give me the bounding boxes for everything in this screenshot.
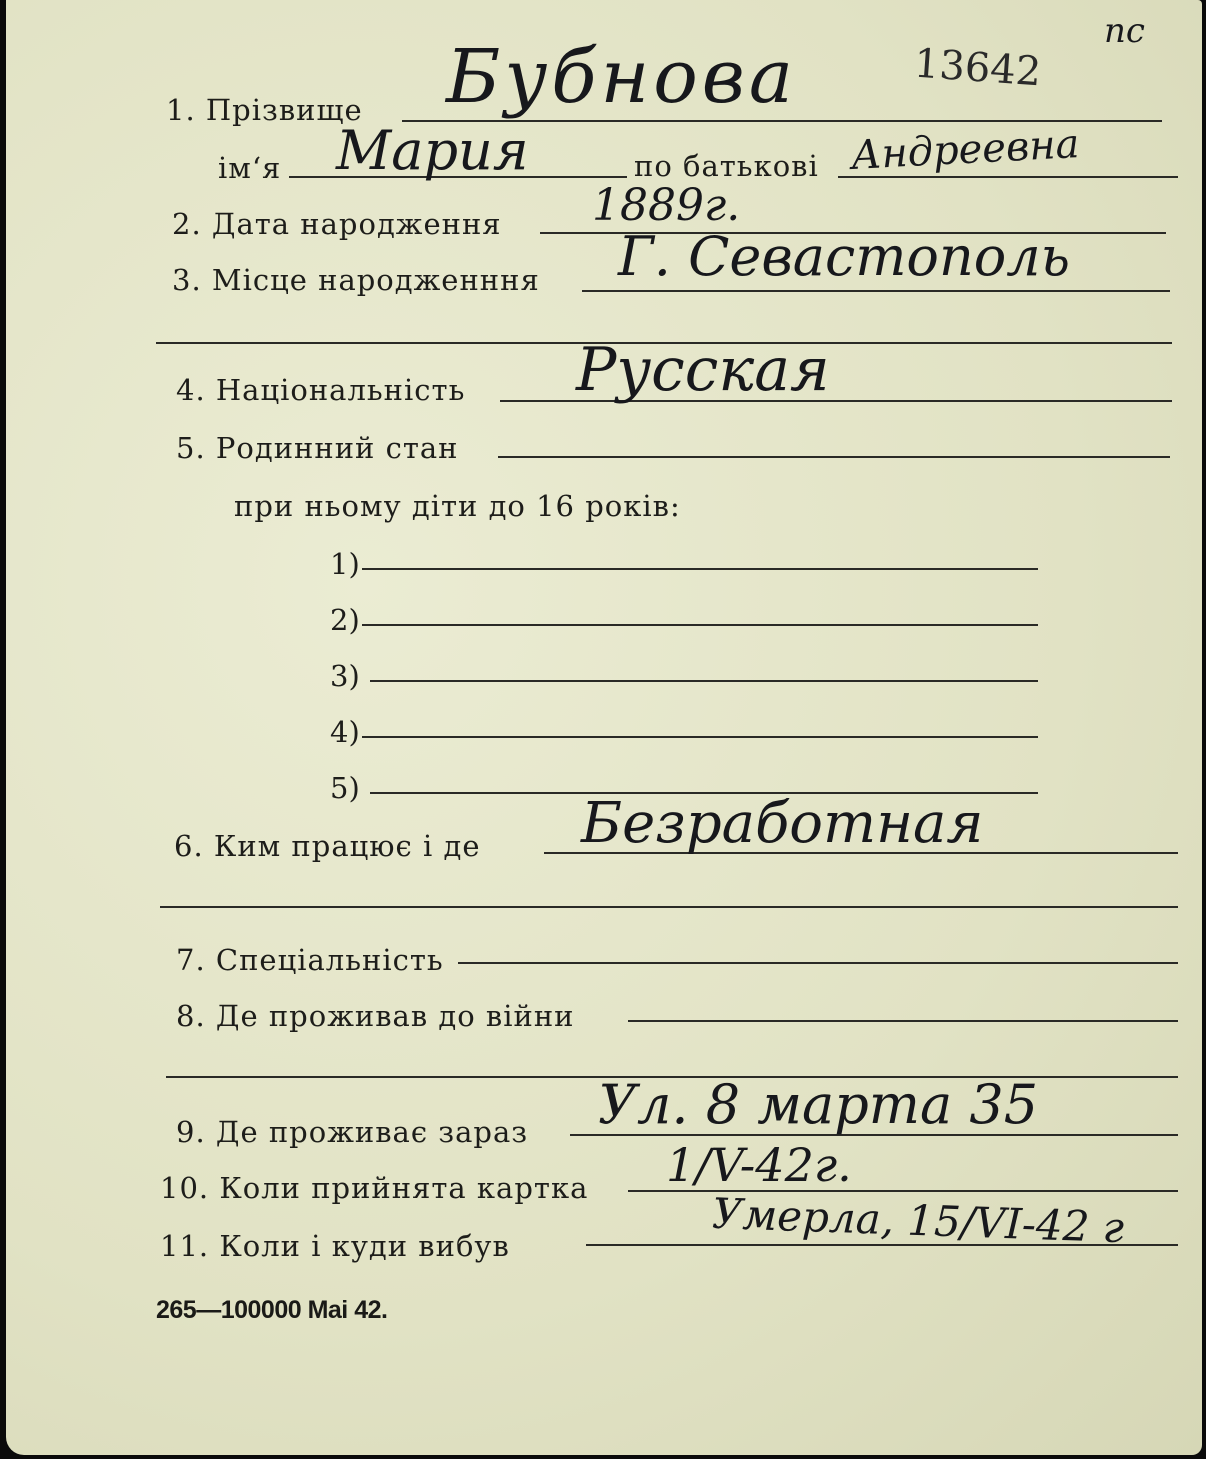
first-name-value[interactable]: Мария <box>336 119 529 182</box>
birth-place-value[interactable]: Г. Севастополь <box>618 225 1071 288</box>
child-4-label: 4) <box>330 715 360 749</box>
occupation-label: 6. Ким працює і де <box>174 829 481 863</box>
occupation-value[interactable]: Безработная <box>581 791 984 856</box>
birth-date-label: 2. Дата народження <box>172 207 502 241</box>
family-status-line <box>498 456 1170 458</box>
registration-card <box>6 0 1202 1455</box>
child-4-line <box>362 736 1038 738</box>
nationality-value[interactable]: Русская <box>576 335 830 405</box>
record-number: 13642 <box>912 40 1043 96</box>
patronymic-value[interactable]: Андреевна <box>849 121 1081 179</box>
prewar-residence-label: 8. Де проживав до війни <box>176 999 575 1033</box>
current-residence-value[interactable]: Ул. 8 марта 35 <box>598 1073 1039 1136</box>
child-3-label: 3) <box>330 659 360 693</box>
specialty-label: 7. Спеціальність <box>176 943 444 977</box>
child-1-label: 1) <box>330 547 360 581</box>
surname-label: 1. Прізвище <box>166 93 363 127</box>
current-residence-label: 9. Де проживає зараз <box>176 1115 529 1149</box>
birth-date-value[interactable]: 1889г. <box>592 180 741 231</box>
departure-label: 11. Коли і куди вибув <box>160 1229 510 1263</box>
birth-place-line <box>582 290 1170 292</box>
card-accepted-value[interactable]: 1/V-42г. <box>666 1138 852 1192</box>
child-2-line <box>362 624 1038 626</box>
surname-value[interactable]: Бубнова <box>446 34 797 120</box>
family-status-label: 5. Родинний стан <box>176 431 459 465</box>
child-5-label: 5) <box>330 771 360 805</box>
child-2-label: 2) <box>330 603 360 637</box>
prewar-residence-line <box>628 1020 1178 1022</box>
child-3-line <box>370 680 1038 682</box>
corner-mark: пс <box>1104 11 1145 51</box>
patronymic-label: по батькові <box>634 149 819 183</box>
first-name-label: ім‘я <box>218 151 282 185</box>
birth-place-label: 3. Місце народженння <box>172 263 540 297</box>
departure-value[interactable]: Умерла, 15/VI-42 г <box>711 1188 1125 1253</box>
occupation-extra-line <box>160 906 1178 908</box>
children-header: при ньому діти до 16 років: <box>234 489 681 523</box>
child-1-line <box>362 568 1038 570</box>
print-info: 265—100000 Mai 42. <box>156 1296 388 1324</box>
nationality-label: 4. Національність <box>176 373 466 407</box>
card-accepted-label: 10. Коли прийнята картка <box>160 1171 589 1205</box>
specialty-line <box>458 962 1178 964</box>
